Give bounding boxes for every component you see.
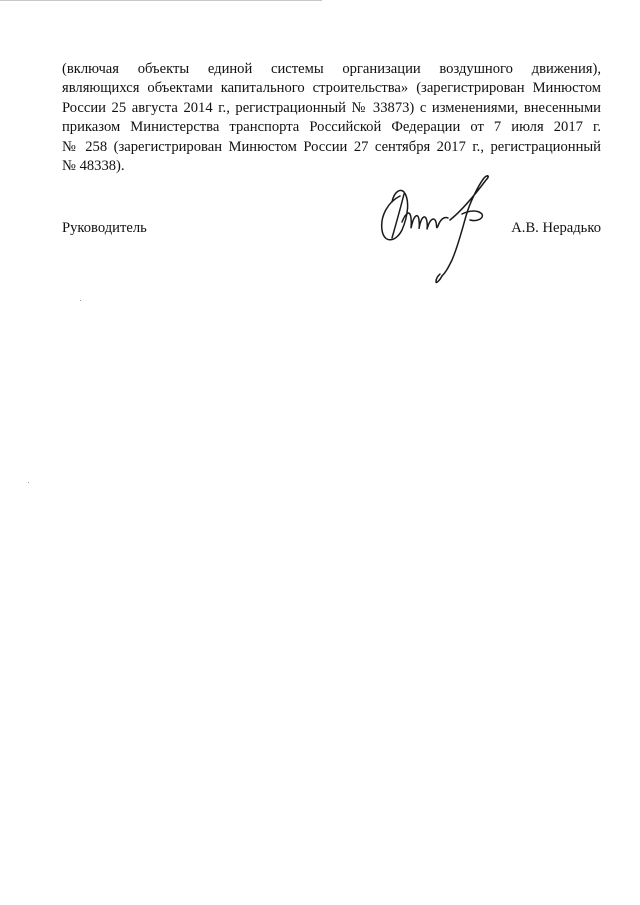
document-body-text (62, 60, 601, 176)
body-line: (включая объекты единой системы организации воздушного движения), (62, 61, 601, 77)
scan-artifact-dot (28, 482, 29, 483)
scan-top-rule (0, 0, 322, 1)
scan-artifact-dot (80, 300, 81, 301)
body-line: являющихся объектами капитального строительства» (зарегистрирован Минюстом (62, 80, 601, 97)
body-line: № 258 (зарегистрирован Минюстом России 27 сентября 2017 г., регистрационный (62, 138, 601, 155)
body-line: России 25 августа 2014 г., регистрационный № 33873) с изменениями, внесенными (62, 99, 601, 116)
body-line: приказом Министерства транспорта Российской Федерации от 7 июля 2017 г. (62, 119, 601, 136)
signature-block (62, 218, 601, 240)
body-line: № 48338). (62, 158, 125, 175)
signer-name: А.В. Нерадько (511, 220, 601, 236)
position-title: Руководитель (62, 220, 147, 236)
